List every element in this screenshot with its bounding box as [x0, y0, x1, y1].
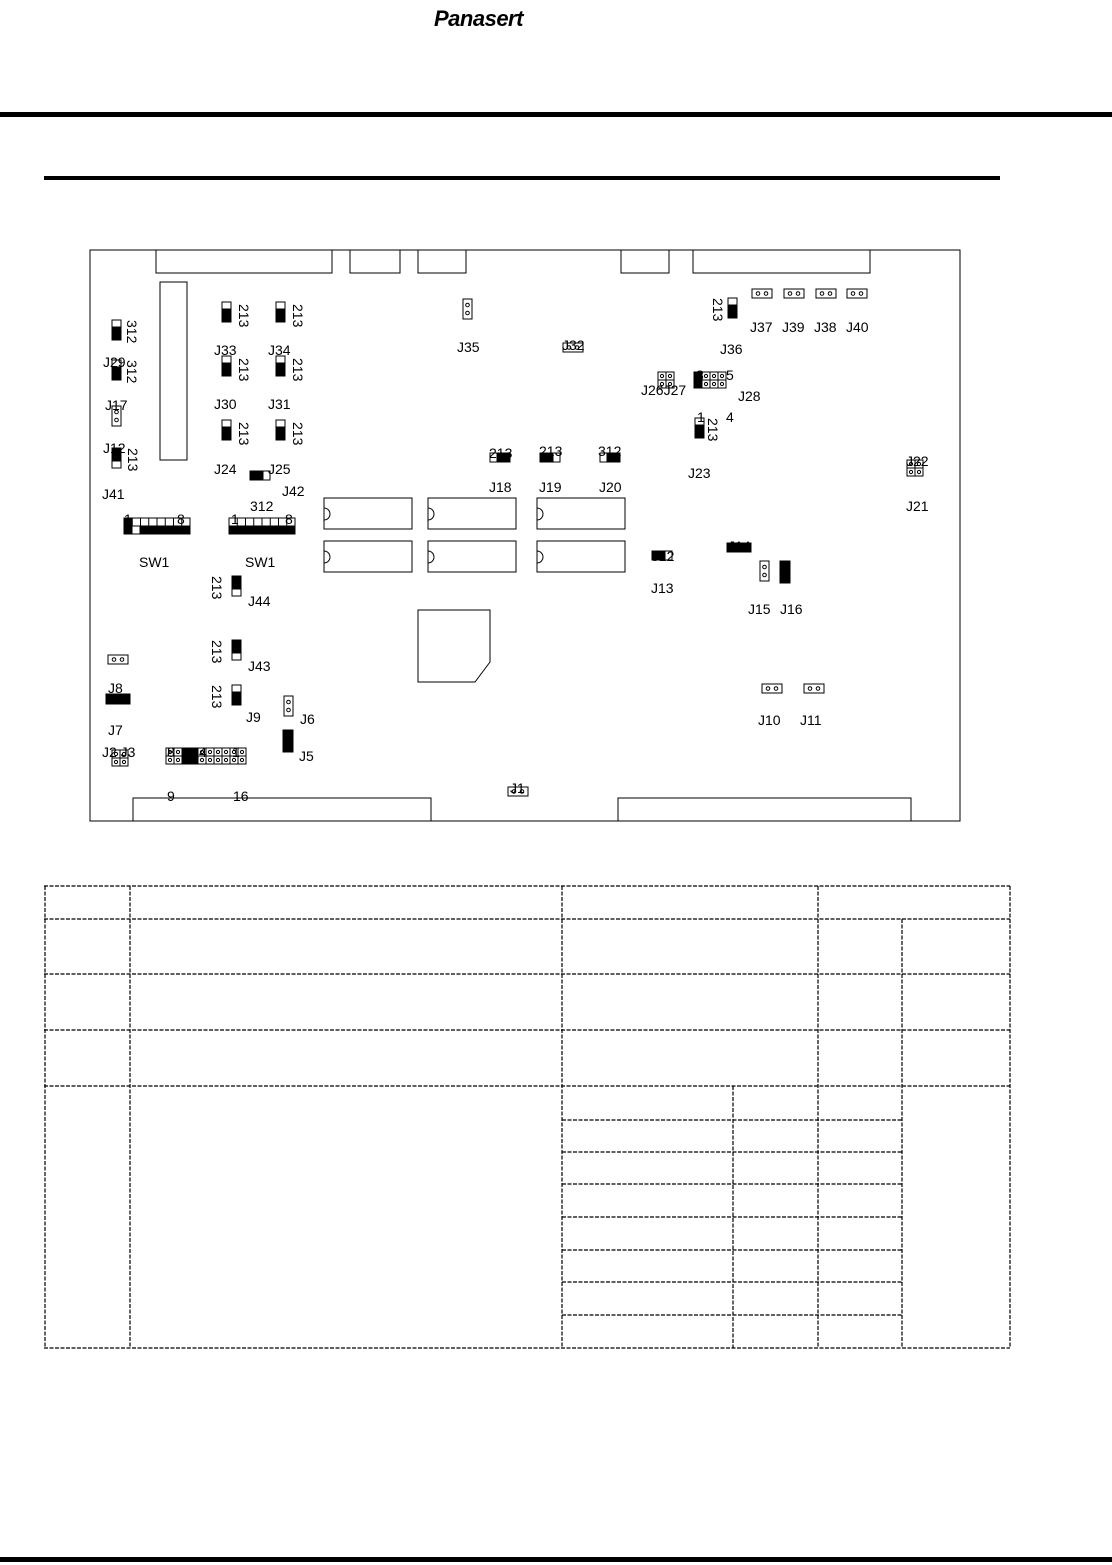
label-j6: J6 [300, 711, 315, 727]
connector [133, 798, 431, 821]
label-j39: J39 [782, 319, 805, 335]
jumper-3pin [276, 420, 285, 440]
label-v-j34: 213 [290, 304, 306, 328]
label-j24: J24 [214, 461, 237, 477]
brand-logo: Panasert [434, 6, 523, 31]
jumper-3pin [232, 685, 241, 705]
ic-chip [537, 541, 625, 572]
label-j4-9: 9 [167, 788, 175, 804]
label-j43: J43 [248, 658, 271, 674]
settings-table [44, 884, 1012, 1352]
jumper-3pin [276, 302, 285, 322]
jumper-3pin [232, 576, 241, 596]
ic-notch [537, 551, 543, 563]
connector [693, 250, 870, 273]
jumper-2pin [804, 684, 824, 693]
ic-chip [324, 498, 412, 529]
jumper-3pin [222, 302, 231, 322]
label-j34: J34 [268, 342, 291, 358]
label-j41: J41 [102, 486, 125, 502]
label-v-j36: 213 [710, 298, 726, 322]
label-sw1a-1: 1 [124, 511, 132, 527]
label-sw1a-8: 8 [177, 511, 185, 527]
label-j9: J9 [246, 709, 261, 725]
ic-chip [428, 541, 516, 572]
jumper-2pin [108, 655, 128, 664]
label-j28: J28 [738, 388, 761, 404]
label-r-j42: 312 [250, 498, 274, 514]
label-j4-8: 8 [167, 744, 175, 760]
jumper-2pin [284, 696, 293, 716]
jumper-3pin [250, 471, 270, 480]
jumper-3pin [112, 320, 121, 340]
label-r-j19: 213 [539, 443, 563, 459]
connector [156, 250, 332, 273]
label-j1: J1 [510, 780, 525, 796]
label-j28-8: 8 [696, 367, 704, 383]
jumper-shorted [780, 561, 790, 583]
label-j25: J25 [268, 461, 291, 477]
label-v-j25: 213 [290, 422, 306, 446]
label-v-j17: 312 [124, 360, 140, 384]
connector [350, 250, 400, 273]
label-j18: J18 [489, 479, 512, 495]
label-j4: J4 [192, 744, 207, 760]
label-j20: J20 [599, 479, 622, 495]
connector [160, 282, 187, 460]
label-j15: J15 [748, 601, 771, 617]
ic-notch [324, 551, 330, 563]
label-r-j13: 312 [651, 548, 675, 564]
label-j10: J10 [758, 712, 781, 728]
label-j44: J44 [248, 593, 271, 609]
label-v-j41: 213 [125, 448, 141, 472]
label-j5: J5 [299, 748, 314, 764]
label-sw1b-8: 8 [285, 511, 293, 527]
label-v-j43: 213 [209, 640, 225, 664]
label-j36: J36 [720, 341, 743, 357]
label-j30: J30 [214, 396, 237, 412]
ic-notch [428, 508, 434, 520]
board-outline [90, 250, 960, 821]
connector [621, 250, 669, 273]
jumper-2pin [752, 289, 772, 298]
ic-chip [428, 498, 516, 529]
label-v-j31: 213 [290, 358, 306, 382]
label-j32: J32 [562, 337, 585, 353]
label-j40: J40 [846, 319, 869, 335]
label-j37: J37 [750, 319, 773, 335]
connector [618, 798, 911, 821]
jumper-shorted [283, 730, 293, 752]
ic-notch [537, 508, 543, 520]
label-j11: J11 [800, 712, 822, 728]
header-rule-second [44, 176, 1000, 180]
label-r-j20: 312 [598, 443, 622, 459]
label-j22: J22 [906, 453, 929, 469]
connector [418, 250, 466, 273]
label-sw1a: SW1 [139, 554, 170, 570]
label-j13: J13 [651, 580, 674, 596]
jumper-2pin [784, 289, 804, 298]
jumper-3pin [222, 420, 231, 440]
label-j2j3: J2 J3 [102, 744, 136, 760]
label-sw1b: SW1 [245, 554, 276, 570]
label-j42: J42 [282, 483, 305, 499]
label-v-j23: 213 [705, 418, 721, 442]
label-j4-16: 16 [233, 788, 249, 804]
processor-chip [418, 610, 490, 682]
label-j21: J21 [906, 498, 929, 514]
label-j26j27: J26J27 [641, 382, 687, 398]
ic-notch [428, 551, 434, 563]
jumper-2pin [816, 289, 836, 298]
ic-chip [324, 541, 412, 572]
jumper-3pin [276, 356, 285, 376]
ic-notch [324, 508, 330, 520]
label-v-j9: 213 [209, 685, 225, 709]
label-j14: J14 [728, 538, 751, 554]
jumper-2pin [760, 561, 769, 581]
label-j19: J19 [539, 479, 562, 495]
label-j7: J7 [108, 722, 123, 738]
label-v-j44: 213 [209, 576, 225, 600]
label-j8: J8 [108, 680, 123, 696]
label-v-j24: 213 [236, 422, 252, 446]
label-v-j30: 213 [236, 358, 252, 382]
label-j28-4: 4 [726, 409, 734, 425]
label-j4-1: 1 [232, 744, 240, 760]
jumper-2pin [463, 299, 472, 319]
label-j28-5: 5 [726, 367, 734, 383]
label-j31: J31 [268, 396, 291, 412]
label-j17: J17 [105, 397, 128, 413]
jumper-2pin [762, 684, 782, 693]
label-j23: J23 [688, 465, 711, 481]
label-j28-1: 1 [697, 409, 705, 425]
label-v-j29: 312 [124, 320, 140, 344]
label-r-j18: 213 [489, 445, 513, 461]
label-sw1b-1: 1 [231, 511, 239, 527]
label-j38: J38 [814, 319, 837, 335]
footer-rule [0, 1557, 1112, 1562]
label-j33: J33 [214, 342, 237, 358]
header-rule-top [0, 112, 1112, 117]
label-j16: J16 [780, 601, 803, 617]
label-v-j33: 213 [236, 304, 252, 328]
jumper-3pin [728, 298, 737, 318]
jumper-3pin [222, 356, 231, 376]
label-j29: J29 [103, 354, 126, 370]
board-layout-diagram [88, 248, 964, 824]
jumper-3pin [232, 640, 241, 660]
label-j12: J12 [103, 440, 126, 456]
label-j35: J35 [457, 339, 480, 355]
ic-chip [537, 498, 625, 529]
jumper-2pin [847, 289, 867, 298]
